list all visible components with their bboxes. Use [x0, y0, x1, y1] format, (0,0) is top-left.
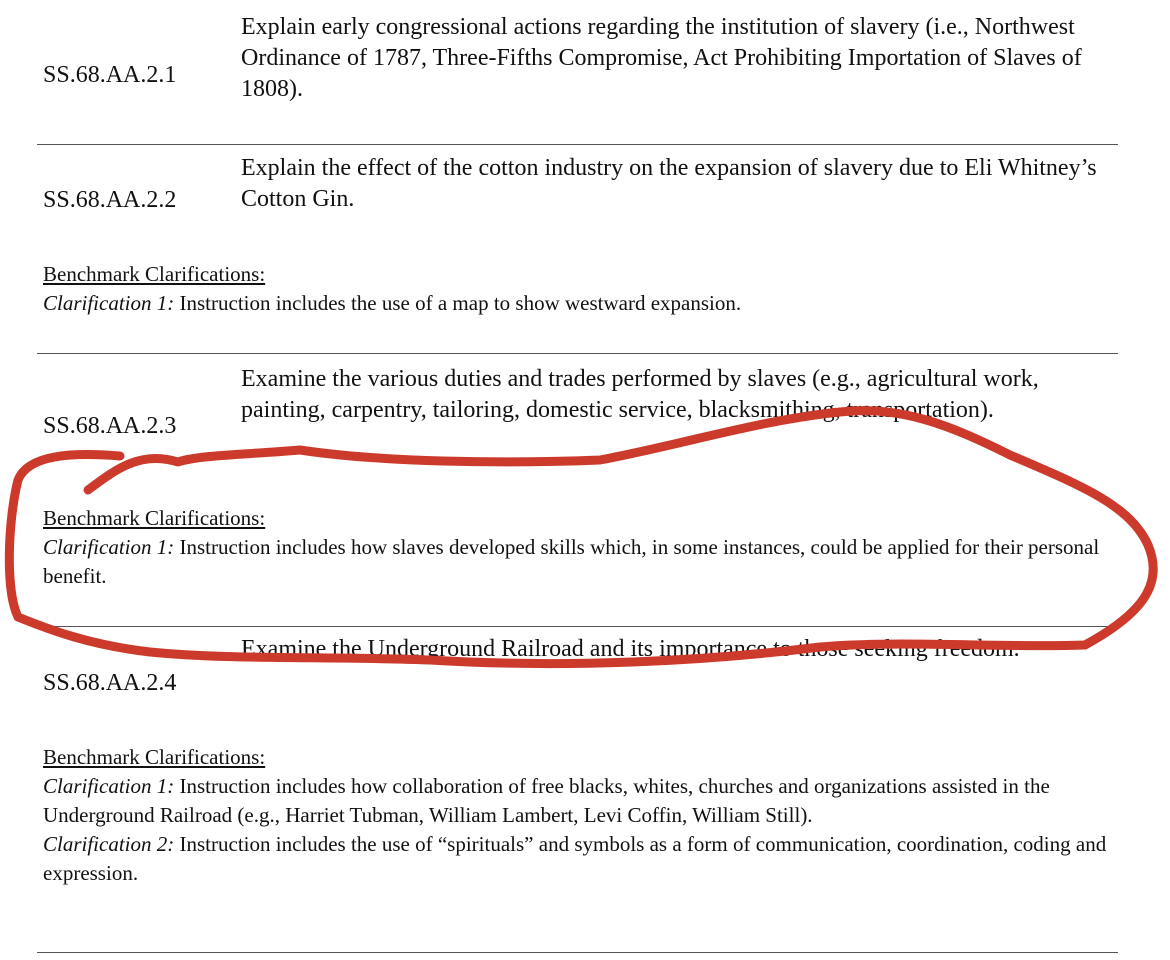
clarification-label: Clarification 2: — [43, 832, 175, 856]
standard-code: SS.68.AA.2.3 — [43, 413, 177, 439]
benchmark-clarifications — [43, 743, 1118, 888]
clarification-text: Instruction includes the use of a map to show westward expansion. — [174, 291, 742, 315]
standard-description: Examine the Underground Railroad and its importance to those seeking freedom. — [241, 636, 1020, 662]
standard-code: SS.68.AA.2.2 — [43, 187, 177, 213]
divider — [37, 952, 1118, 953]
standard-code: SS.68.AA.2.4 — [43, 670, 177, 696]
standard-code: SS.68.AA.2.1 — [43, 62, 177, 88]
divider — [37, 626, 1118, 627]
clarification-item — [43, 533, 1118, 591]
clarification-item — [43, 830, 1118, 888]
divider — [37, 144, 1118, 145]
standard-description: Explain the effect of the cotton industry on the expansion of slavery due to Eli Whitney’s Cotton Gin. — [241, 155, 1097, 212]
clarification-text: Instruction includes how slaves developed skills which, in some instances, could be applied for their personal benefit. — [43, 535, 1100, 588]
clarification-item — [43, 289, 1118, 318]
clarifications-heading: Benchmark Clarifications: — [43, 506, 266, 530]
clarification-text: Instruction includes how collaboration of free blacks, whites, churches and organizations assisted in the Underground Railroad (e.g., Harriet Tubman, William Lambert, Levi Coffin, William Still). — [43, 774, 1050, 827]
divider — [37, 353, 1118, 354]
standard-description: Examine the various duties and trades performed by slaves (e.g., agricultural work, painting, carpentry, tailoring, domestic service, blacksmithing, transportation). — [241, 366, 1039, 423]
benchmark-clarifications — [43, 260, 1118, 318]
benchmark-clarifications — [43, 504, 1118, 591]
clarifications-heading: Benchmark Clarifications: — [43, 262, 266, 286]
clarification-text: Instruction includes the use of “spirituals” and symbols as a form of communication, coordination, coding and expression. — [43, 832, 1107, 885]
clarification-label: Clarification 1: — [43, 774, 175, 798]
standard-description: Explain early congressional actions regarding the institution of slavery (i.e., Northwest Ordinance of 1787, Three-Fifths Compromise, Act Prohibiting Importation of Slaves of 1808). — [241, 14, 1082, 102]
clarification-label: Clarification 1: — [43, 535, 175, 559]
clarification-item — [43, 772, 1118, 830]
clarifications-heading: Benchmark Clarifications: — [43, 745, 266, 769]
clarification-label: Clarification 1: — [43, 291, 175, 315]
